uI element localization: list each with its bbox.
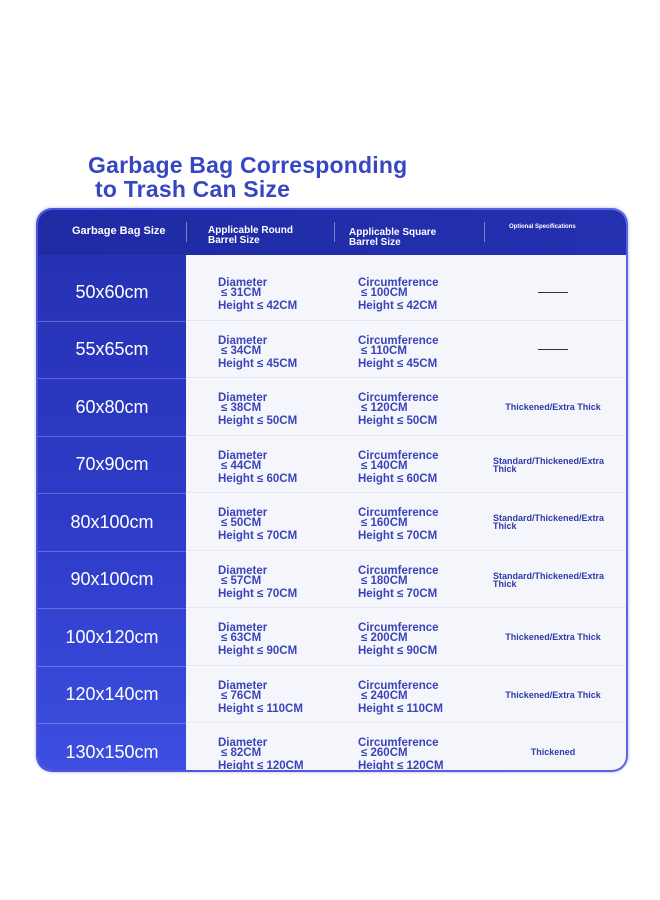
round-height: Height ≤ 110CM <box>218 702 303 715</box>
optional-spec <box>478 264 626 321</box>
square-barrel-size <box>358 738 444 770</box>
optional-spec <box>478 322 626 379</box>
table-row <box>38 494 626 552</box>
table-row <box>38 552 626 610</box>
spec-text: Thickened/Extra Thick <box>505 689 601 700</box>
bag-size: 130x150cm <box>65 741 159 762</box>
square-circumference: ≤ 110CM <box>361 344 407 357</box>
round-barrel-size <box>218 451 297 484</box>
round-label: Diameter <box>218 622 268 634</box>
row-divider <box>186 320 626 321</box>
header-divider <box>484 222 485 242</box>
round-barrel-size <box>218 393 297 426</box>
size-table <box>36 208 628 772</box>
round-label: Diameter <box>218 564 268 577</box>
bag-size: 50x60cm <box>75 281 149 302</box>
bag-size: 60x80cm <box>75 396 149 417</box>
round-height: Height ≤ 60CM <box>218 472 298 485</box>
table-row <box>38 609 626 667</box>
optional-spec <box>478 552 626 609</box>
round-height: Height ≤ 50CM <box>218 415 298 427</box>
square-barrel-size <box>358 278 439 311</box>
none-dash <box>538 349 568 350</box>
round-height: Height ≤ 120CM <box>218 760 304 770</box>
square-barrel-size <box>358 681 443 714</box>
square-height: Height ≤ 70CM <box>358 587 438 600</box>
round-diameter: ≤ 50CM <box>221 517 262 529</box>
row-divider <box>186 492 626 493</box>
round-diameter: ≤ 57CM <box>221 574 262 587</box>
header-square-barrel: Applicable Square Barrel Size <box>349 227 437 248</box>
round-label: Diameter <box>218 507 268 519</box>
bag-size: 80x100cm <box>70 511 154 532</box>
square-height: Height ≤ 50CM <box>358 415 438 427</box>
title-line-1: Garbage Bag Corresponding <box>88 152 408 178</box>
round-diameter: ≤ 38CM <box>221 402 262 414</box>
row-divider <box>186 722 626 723</box>
square-circumference: ≤ 180CM <box>361 574 408 587</box>
square-label: Circumference <box>358 737 439 749</box>
table-rows <box>38 264 626 770</box>
round-height: Height ≤ 70CM <box>218 530 298 542</box>
round-height: Height ≤ 45CM <box>218 357 298 370</box>
optional-spec <box>478 667 626 724</box>
square-label: Circumference <box>358 564 439 577</box>
bag-size: 70x90cm <box>75 454 149 475</box>
round-diameter: ≤ 44CM <box>221 459 262 472</box>
square-barrel-size <box>358 566 439 599</box>
bag-size: 120x140cm <box>65 684 159 705</box>
optional-spec <box>478 724 626 770</box>
square-circumference: ≤ 240CM <box>361 689 408 702</box>
title-line-2: to Trash Can Size <box>95 176 291 202</box>
square-barrel-size <box>358 393 439 426</box>
optional-spec <box>478 609 626 666</box>
round-diameter: ≤ 31CM <box>221 287 262 299</box>
round-label: Diameter <box>218 679 268 692</box>
round-barrel-size <box>218 566 297 599</box>
row-divider <box>186 607 626 608</box>
spec-text: Standard/Thickened/Extra Thick <box>493 455 605 474</box>
round-label: Diameter <box>218 392 268 404</box>
square-circumference: ≤ 100CM <box>361 287 408 299</box>
table-row <box>38 437 626 495</box>
round-barrel-size <box>218 278 297 311</box>
spec-text: Thickened/Extra Thick <box>505 402 601 413</box>
square-label: Circumference <box>358 507 439 519</box>
round-diameter: ≤ 34CM <box>221 344 262 357</box>
bag-size: 55x65cm <box>75 339 149 360</box>
spec-text: Standard/Thickened/Extra Thick <box>493 570 605 589</box>
size-table-body <box>38 210 626 770</box>
optional-spec <box>478 494 626 551</box>
square-circumference: ≤ 140CM <box>361 459 408 472</box>
square-label: Circumference <box>358 449 439 462</box>
optional-spec <box>478 379 626 436</box>
square-height: Height ≤ 90CM <box>358 645 438 657</box>
table-header <box>38 210 626 255</box>
round-height: Height ≤ 90CM <box>218 645 298 657</box>
square-circumference: ≤ 200CM <box>361 632 408 644</box>
bag-size: 90x100cm <box>70 569 154 590</box>
row-divider <box>186 665 626 666</box>
round-label: Diameter <box>218 334 268 347</box>
row-divider <box>186 377 626 378</box>
bag-size: 100x120cm <box>65 626 159 647</box>
round-height: Height ≤ 70CM <box>218 587 298 600</box>
square-height: Height ≤ 110CM <box>358 702 443 715</box>
round-height: Height ≤ 42CM <box>218 300 298 312</box>
square-circumference: ≤ 260CM <box>361 747 408 759</box>
square-barrel-size <box>358 508 439 541</box>
header-divider <box>186 222 187 242</box>
square-label: Circumference <box>358 622 439 634</box>
square-label: Circumference <box>358 277 439 289</box>
square-circumference: ≤ 160CM <box>361 517 408 529</box>
square-barrel-size <box>358 623 439 656</box>
square-height: Height ≤ 120CM <box>358 760 444 770</box>
spec-text: Standard/Thickened/Extra Thick <box>493 513 605 532</box>
square-barrel-size <box>358 451 439 484</box>
square-label: Circumference <box>358 679 439 692</box>
round-diameter: ≤ 63CM <box>221 632 262 644</box>
table-row <box>38 322 626 380</box>
table-row <box>38 667 626 725</box>
round-label: Diameter <box>218 737 268 749</box>
none-dash <box>538 292 568 293</box>
square-height: Height ≤ 70CM <box>358 530 438 542</box>
header-divider <box>334 222 335 242</box>
row-divider <box>186 435 626 436</box>
round-label: Diameter <box>218 277 268 289</box>
round-diameter: ≤ 76CM <box>221 689 262 702</box>
row-divider <box>186 550 626 551</box>
square-height: Height ≤ 42CM <box>358 300 438 312</box>
table-row <box>38 379 626 437</box>
round-diameter: ≤ 82CM <box>221 747 262 759</box>
round-barrel-size <box>218 681 303 714</box>
round-barrel-size <box>218 623 297 656</box>
square-height: Height ≤ 60CM <box>358 472 438 485</box>
page-title <box>88 153 407 201</box>
square-label: Circumference <box>358 392 439 404</box>
spec-text: Thickened <box>530 747 576 758</box>
header-bag-size: Garbage Bag Size <box>72 225 166 237</box>
spec-text: Thickened/Extra Thick <box>505 632 601 643</box>
round-label: Diameter <box>218 449 268 462</box>
round-barrel-size <box>218 738 304 770</box>
square-barrel-size <box>358 336 439 369</box>
square-height: Height ≤ 45CM <box>358 357 438 370</box>
table-row <box>38 264 626 322</box>
header-optional-specs: Optional Specifications <box>509 224 576 230</box>
round-barrel-size <box>218 336 297 369</box>
square-label: Circumference <box>358 334 439 347</box>
table-row <box>38 724 626 770</box>
optional-spec <box>478 437 626 494</box>
square-circumference: ≤ 120CM <box>361 402 408 414</box>
header-round-barrel: Applicable Round Barrel Size <box>208 225 293 246</box>
round-barrel-size <box>218 508 297 541</box>
